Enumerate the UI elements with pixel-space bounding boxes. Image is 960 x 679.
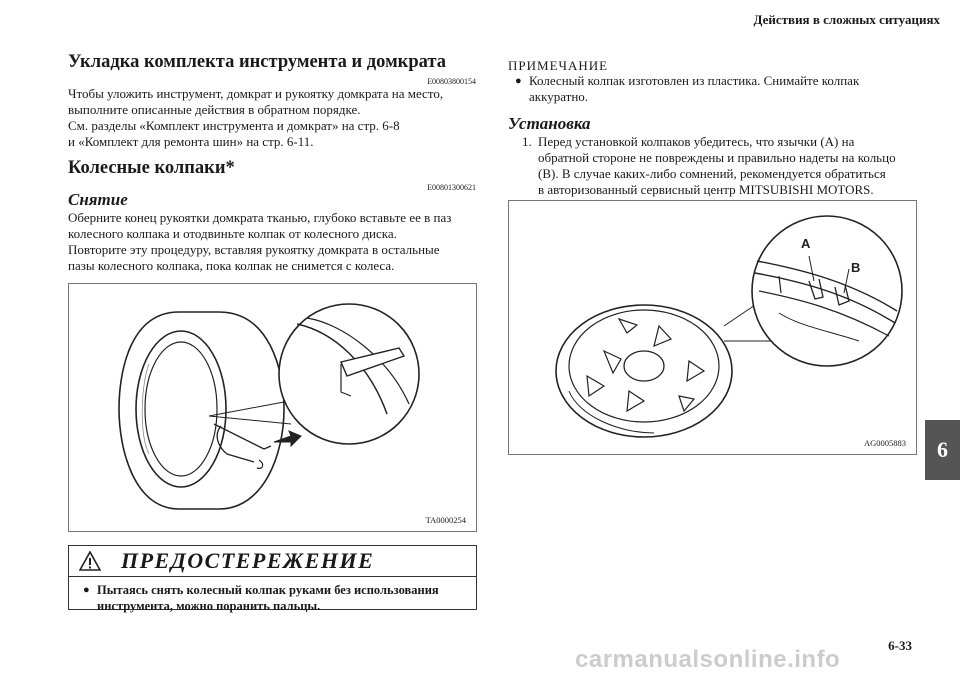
- section-code-storage: E00803800154: [427, 77, 476, 86]
- step-number: 1.: [522, 134, 532, 149]
- text-line: (B). В случае каких-либо сомнений, рекомендуется обратиться: [538, 166, 886, 181]
- note-label: ПРИМЕЧАНИЕ: [508, 58, 609, 73]
- figure-removal: [68, 283, 477, 532]
- text-line: Чтобы уложить инструмент, домкрат и рукоятку домкрата на место,: [68, 86, 444, 101]
- callout-label-b: B: [851, 260, 861, 275]
- text-line: Колесный колпак изготовлен из пластика. Снимайте колпак: [529, 73, 860, 88]
- text-line: Повторите эту процедуру, вставляя рукоятку домкрата в остальные: [68, 242, 440, 257]
- section-title-hubcaps: Колесные колпаки*: [68, 158, 235, 178]
- warning-triangle-icon: [79, 551, 101, 571]
- text-line: обратной стороне не повреждены и правильно надеты на кольцо: [538, 150, 896, 165]
- text-line: и «Комплект для ремонта шин» на стр. 6-11.: [68, 134, 314, 149]
- figure-installation: [508, 200, 917, 455]
- section-code-hubcaps: E00801300621: [427, 183, 476, 192]
- installation-step: [522, 134, 917, 198]
- figure-code-installation: AG0005883: [863, 438, 906, 448]
- callout-label-a: A: [801, 236, 811, 251]
- watermark: carmanualsonline.info: [575, 646, 841, 673]
- note-item: [515, 73, 915, 105]
- removal-paragraph: [68, 210, 488, 274]
- text-line: в авторизованный сервисный центр MITSUBISHI MOTORS.: [538, 182, 874, 197]
- figure-code-removal: TA0000254: [425, 515, 466, 525]
- text-line: Перед установкой колпаков убедитесь, что язычки (A) на: [538, 134, 855, 149]
- text-line: пазы колесного колпака, пока колпак не снимется с колеса.: [68, 258, 395, 273]
- bullet-icon: ●: [515, 75, 522, 87]
- text-line: аккуратно.: [529, 89, 589, 104]
- storage-paragraph: [68, 86, 488, 150]
- running-header: Действия в сложных ситуациях: [753, 12, 940, 27]
- text-line: Оберните конец рукоятки домкрата тканью, глубоко вставьте ее в паз: [68, 210, 452, 225]
- subtitle-installation: Установка: [508, 114, 591, 133]
- warning-title: ПРЕДОСТЕРЕЖЕНИЕ: [121, 548, 375, 573]
- page-number: 6-33: [888, 638, 912, 653]
- installation-illustration: [509, 201, 916, 454]
- text-line: выполните описанные действия в обратном порядке.: [68, 102, 361, 117]
- text-line: инструмента, можно поранить пальцы.: [97, 599, 321, 613]
- warning-box: [68, 545, 477, 613]
- warning-header: [69, 546, 476, 577]
- text-line: Пытаясь снять колесный колпак руками без использования: [97, 583, 439, 597]
- text-line: См. разделы «Комплект инструмента и домкрат» на стр. 6-8: [68, 118, 400, 133]
- text-line: колесного колпака и отодвиньте колпак от колесного диска.: [68, 226, 397, 241]
- removal-illustration: [69, 284, 476, 531]
- bullet-icon: ●: [83, 584, 90, 596]
- section-title-storage: Укладка комплекта инструмента и домкрата: [68, 52, 446, 72]
- warning-text: [69, 577, 476, 618]
- chapter-tab: 6: [925, 420, 960, 480]
- subtitle-removal: Снятие: [68, 190, 128, 209]
